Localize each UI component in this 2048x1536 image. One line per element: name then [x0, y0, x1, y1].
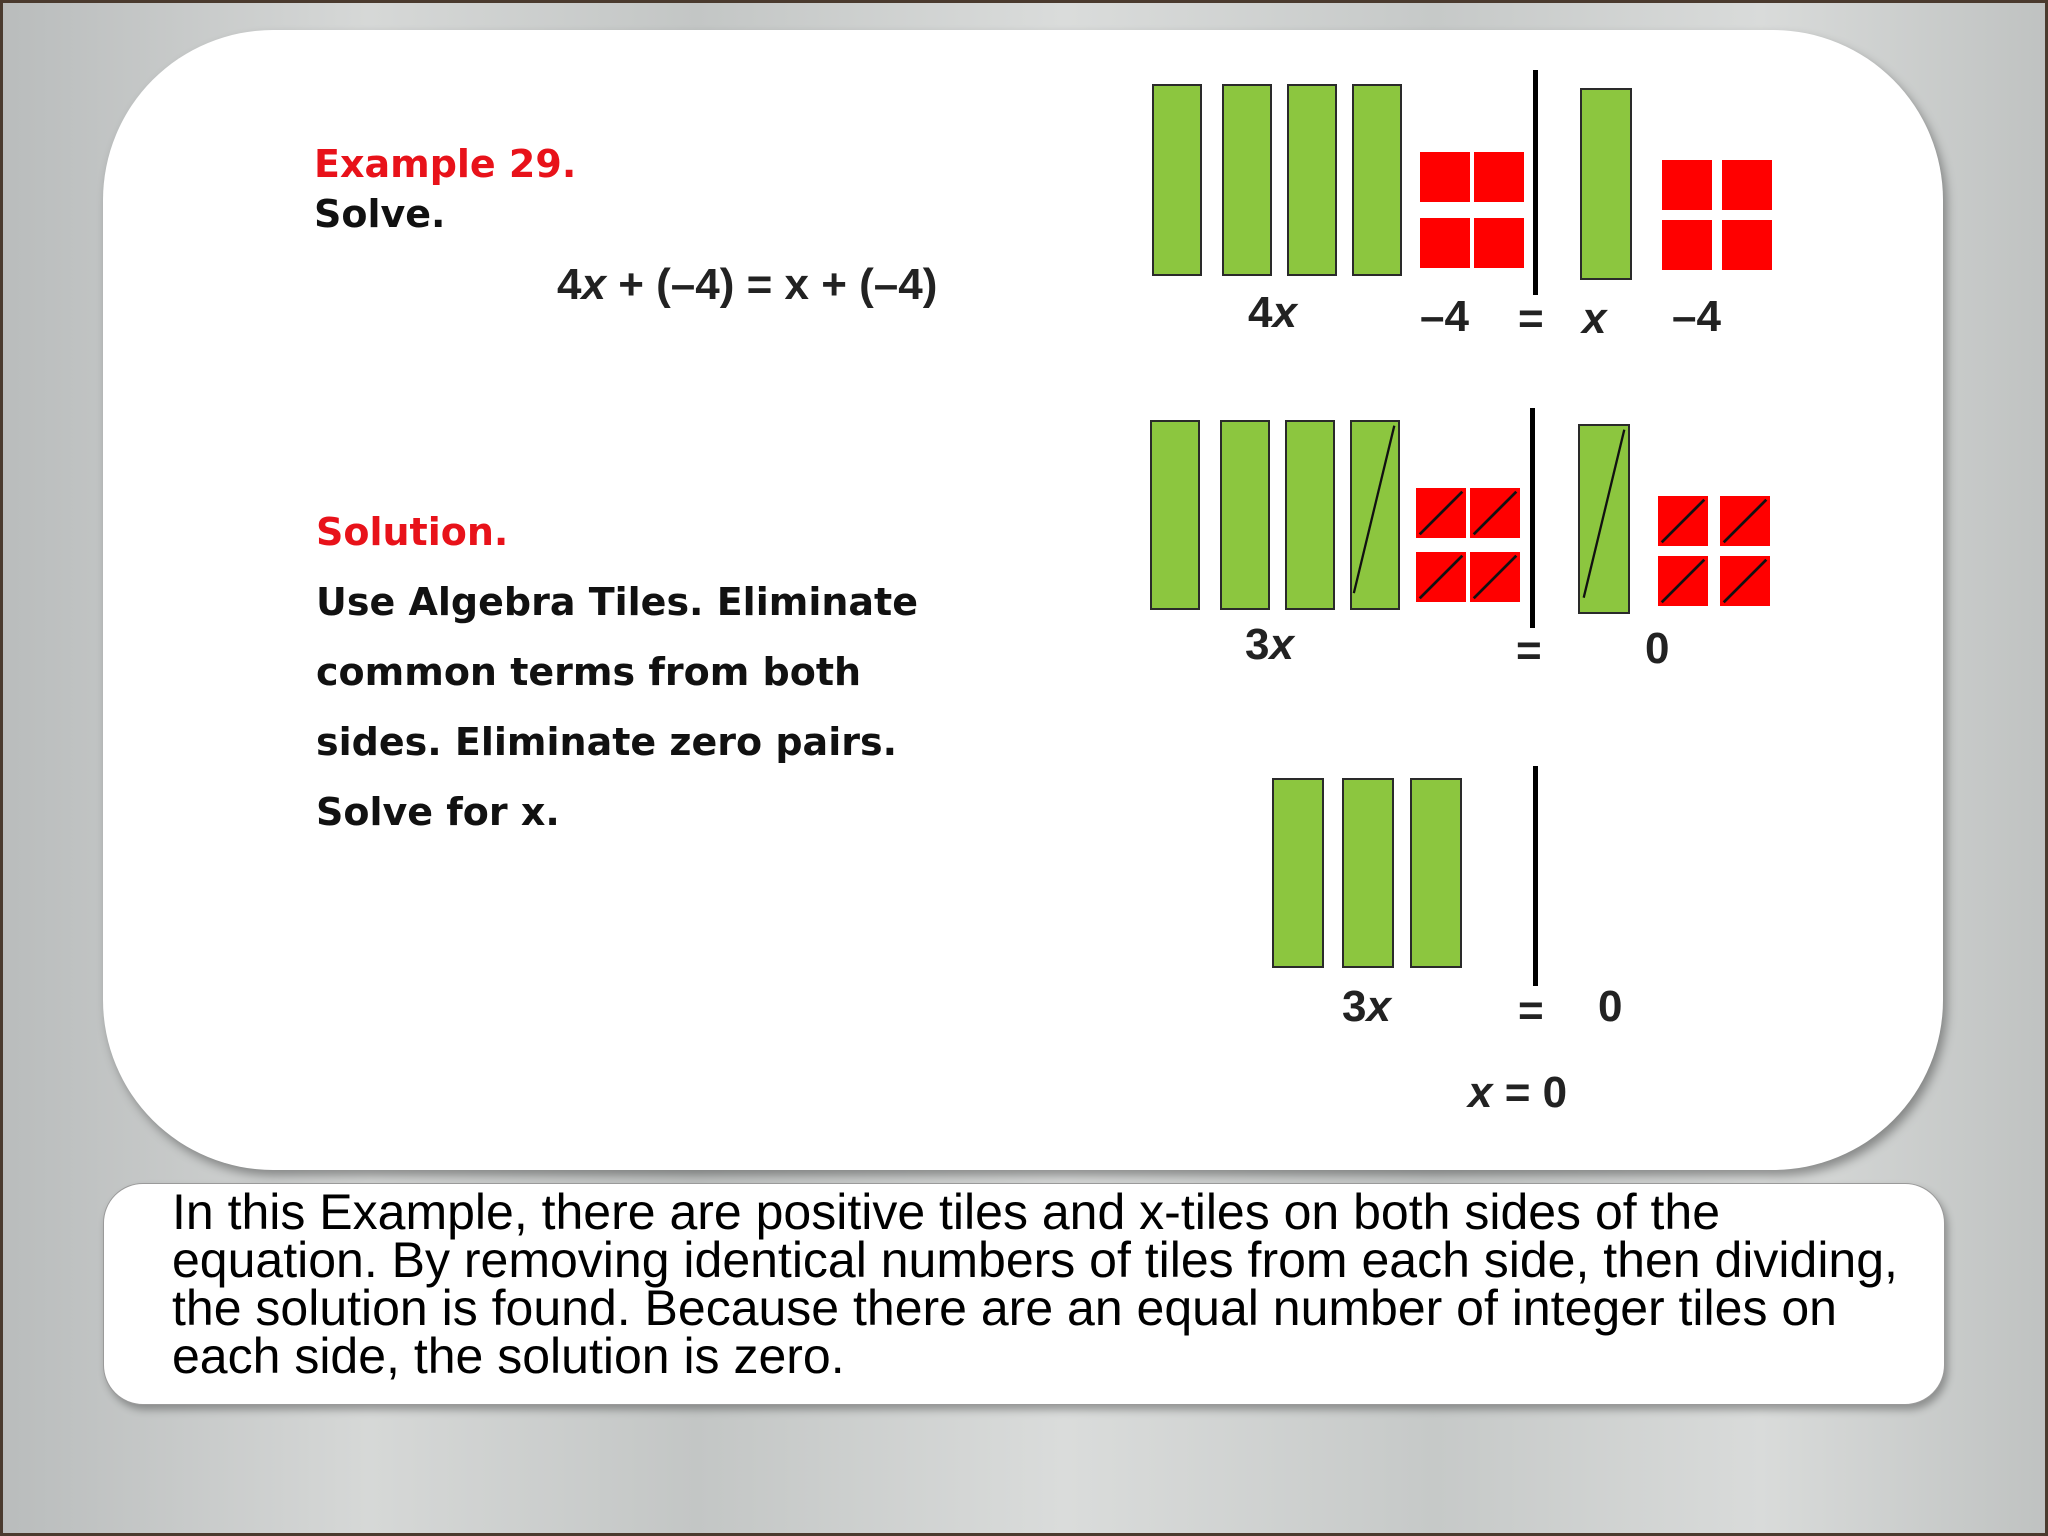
- negative-unit-tile: [1660, 218, 1714, 272]
- row1-equals: =: [1518, 294, 1544, 343]
- row3-equals: =: [1518, 986, 1544, 1035]
- instruction-text: Solve.: [314, 192, 446, 236]
- negative-unit-tile: [1418, 216, 1472, 270]
- solution-line: sides. Eliminate zero pairs.: [316, 720, 898, 764]
- x-tile: [1410, 778, 1462, 968]
- x-tile: [1285, 420, 1335, 610]
- x-tile: [1580, 88, 1632, 280]
- strike-mark: [1470, 552, 1520, 602]
- x-tile: [1222, 84, 1272, 276]
- negative-unit-tile: [1660, 158, 1714, 212]
- negative-unit-tile-eliminated: [1656, 554, 1710, 608]
- equals-divider: [1533, 70, 1538, 295]
- negative-unit-tile-eliminated: [1718, 554, 1772, 608]
- row2-equals: =: [1516, 626, 1542, 675]
- equals-divider: [1530, 408, 1535, 628]
- strike-mark: [1580, 426, 1628, 601]
- row1-left-x-label: 4x: [1248, 288, 1297, 337]
- equation: 4x + (–4) = x + (–4): [557, 260, 938, 309]
- caption-box: [103, 1183, 1945, 1405]
- x-tile: [1287, 84, 1337, 276]
- x-tile-eliminated: [1350, 420, 1400, 610]
- negative-unit-tile: [1418, 150, 1472, 204]
- equals-divider: [1533, 766, 1538, 986]
- negative-unit-tile-eliminated: [1468, 486, 1522, 540]
- negative-unit-tile: [1720, 158, 1774, 212]
- example-label: Example 29.: [314, 142, 577, 186]
- x-tile: [1150, 420, 1200, 610]
- strike-mark: [1416, 552, 1466, 602]
- final-answer: x = 0: [1468, 1068, 1568, 1117]
- row2-left-x-label: 3x: [1245, 620, 1294, 669]
- row2-right-label: 0: [1645, 624, 1670, 673]
- negative-unit-tile-eliminated: [1468, 550, 1522, 604]
- x-tile: [1352, 84, 1402, 276]
- negative-unit-tile: [1720, 218, 1774, 272]
- caption-text: In this Example, there are positive tiles and x-tiles on both sides of the equation. By removing identical numbers of tiles from each side, then dividing, the solution is found. Because there are an equal number of integer tiles on each side, the solution is zero.: [172, 1184, 1898, 1384]
- x-tile: [1272, 778, 1324, 968]
- solution-line: Solve for x.: [316, 790, 560, 834]
- strike-mark: [1352, 422, 1398, 597]
- x-tile-eliminated: [1578, 424, 1630, 614]
- negative-unit-tile-eliminated: [1414, 486, 1468, 540]
- negative-unit-tile: [1472, 150, 1526, 204]
- row3-left-x-label: 3x: [1342, 982, 1391, 1031]
- strike-mark: [1658, 496, 1708, 546]
- negative-unit-tile-eliminated: [1414, 550, 1468, 604]
- strike-mark: [1720, 556, 1770, 606]
- strike-mark: [1658, 556, 1708, 606]
- x-tile: [1220, 420, 1270, 610]
- negative-unit-tile: [1472, 216, 1526, 270]
- row3-right-label: 0: [1598, 982, 1623, 1031]
- solution-heading: Solution.: [316, 510, 509, 554]
- solution-line: common terms from both: [316, 650, 862, 694]
- strike-mark: [1720, 496, 1770, 546]
- x-tile: [1342, 778, 1394, 968]
- negative-unit-tile-eliminated: [1718, 494, 1772, 548]
- negative-unit-tile-eliminated: [1656, 494, 1710, 548]
- x-tile: [1152, 84, 1202, 276]
- strike-mark: [1416, 488, 1466, 538]
- strike-mark: [1470, 488, 1520, 538]
- row1-left-const-label: –4: [1420, 292, 1469, 341]
- solution-line: Use Algebra Tiles. Eliminate: [316, 580, 918, 624]
- row1-right-const-label: –4: [1672, 292, 1721, 341]
- row1-right-x-label: x: [1582, 294, 1607, 343]
